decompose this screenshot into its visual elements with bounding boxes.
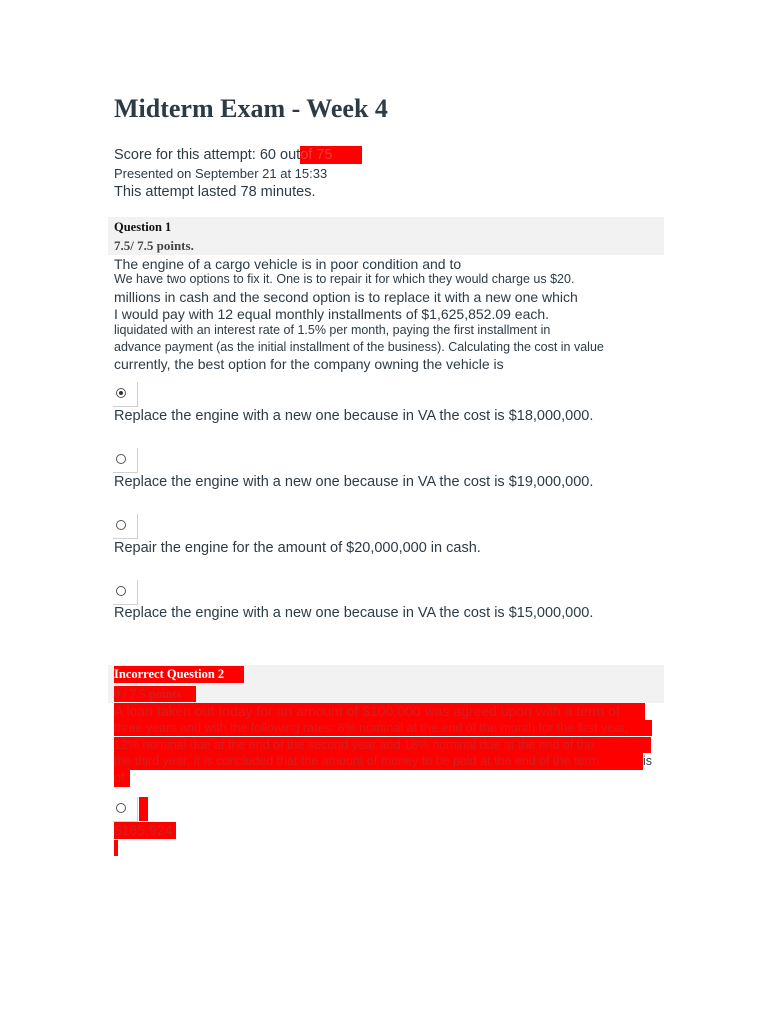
answer-1-radio[interactable] bbox=[113, 382, 138, 407]
question-1-stem-line: The engine of a cargo vehicle is in poor condition and to bbox=[114, 256, 462, 272]
radio-dot bbox=[119, 391, 123, 395]
question-2-stem-line: A loan taken out today for an amount of $100,000 was agreed upon with a term of bbox=[114, 703, 645, 720]
question-2-answer-radio[interactable] bbox=[113, 797, 138, 822]
presented-date: Presented on September 21 at 15:33 bbox=[114, 166, 328, 181]
answer-1-text: Replace the engine with a new one because in VA the cost is $18,000,000. bbox=[114, 408, 594, 424]
question-2-answer-text: $165,924 bbox=[114, 822, 176, 839]
question-2-stem-line: of bbox=[114, 770, 130, 787]
radio-unselected-icon bbox=[116, 520, 126, 530]
page-title: Midterm Exam - Week 4 bbox=[114, 94, 388, 123]
question-2-stem-line: 12% nominal due at the end of the second year and 18% nominal due at the end of the bbox=[114, 737, 651, 753]
question-1-stem-line: liquidated with an interest rate of 1.5% per month, paying the first installment in bbox=[114, 323, 551, 337]
answer-2-text: Replace the engine with a new one because in VA the cost is $19,000,000. bbox=[114, 474, 594, 490]
attempt-score-label: Score for this attempt: 60 out bbox=[114, 147, 301, 163]
answer-4-radio[interactable] bbox=[113, 580, 138, 605]
question-2-points: 0 / 7.5 points bbox=[114, 686, 196, 702]
question-1-stem-line: advance payment (as the initial installment of the business). Calculating the cost in value bbox=[114, 340, 604, 354]
question-1-stem-line: currently, the best option for the company owning the vehicle is bbox=[114, 356, 504, 372]
answer-2-radio[interactable] bbox=[113, 448, 138, 473]
redaction-bar bbox=[114, 840, 118, 856]
question-1-stem-line: I would pay with 12 equal monthly installments of $1,625,852.09 each. bbox=[114, 306, 550, 322]
question-1-points: 7.5/ 7.5 points. bbox=[114, 238, 194, 253]
score-redaction: of 75 bbox=[300, 146, 362, 164]
question-2-stem-line: the third year. It is concluded that the amount of money to be paid at the end of the term bbox=[114, 753, 643, 770]
question-1-stem-line: millions in cash and the second option is to replace it with a new one which bbox=[114, 289, 578, 305]
question-2-stem-tail: is bbox=[643, 754, 653, 768]
question-2-title: Incorrect Question 2 bbox=[114, 666, 244, 683]
radio-redaction bbox=[139, 797, 148, 821]
answer-3-radio[interactable] bbox=[113, 514, 138, 539]
radio-unselected-icon bbox=[116, 454, 126, 464]
attempt-score bbox=[114, 146, 362, 164]
answer-3-text: Repair the engine for the amount of $20,000,000 in cash. bbox=[114, 540, 481, 556]
radio-selected-icon bbox=[116, 388, 126, 398]
attempt-duration: This attempt lasted 78 minutes. bbox=[114, 184, 316, 200]
question-1-title: Question 1 bbox=[114, 220, 172, 234]
radio-unselected-icon bbox=[116, 803, 126, 813]
radio-unselected-icon bbox=[116, 586, 126, 596]
question-2-stem-line: three years and with the following rates: 6% nominal at the end of the month for the first year, bbox=[114, 720, 652, 736]
answer-4-text: Replace the engine with a new one because in VA the cost is $15,000,000. bbox=[114, 605, 594, 621]
question-1-stem-line: We have two options to fix it. One is to repair it for which they would charge us $20. bbox=[114, 272, 575, 286]
